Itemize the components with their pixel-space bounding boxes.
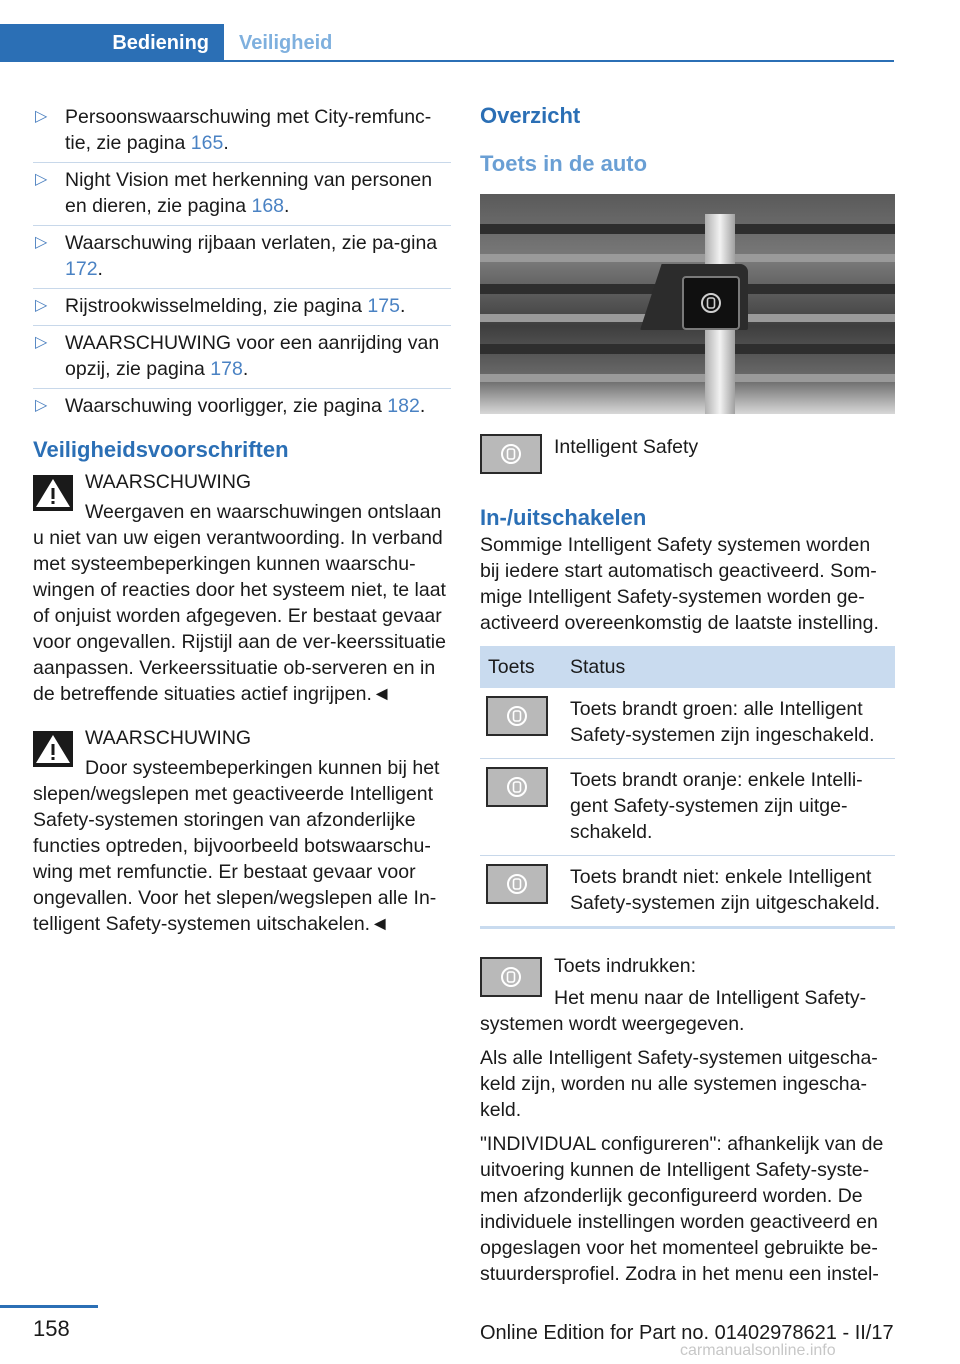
key-heading: Toets in de auto (480, 151, 648, 176)
page-link[interactable]: 182 (387, 395, 420, 417)
overview-heading: Overzicht (480, 103, 581, 128)
warning-first-line: Weergaven en waarschuwingen ontslaan (85, 501, 442, 523)
grille-button-photo (480, 194, 895, 414)
feature-list (33, 100, 451, 425)
safety-button-icon (486, 864, 548, 904)
list-item: ▷ Waarschuwing voorligger, zie pagina 182. (35, 395, 426, 417)
intelligent-safety-icon (700, 292, 722, 314)
press-instruction (480, 953, 895, 1037)
page-link[interactable]: 175 (367, 295, 400, 317)
icon-legend-row (480, 434, 895, 474)
triangle-bullet-icon: ▷ (35, 234, 48, 251)
footer-divider (0, 1305, 98, 1308)
warning-block (33, 725, 451, 937)
triangle-bullet-icon: ▷ (35, 334, 48, 351)
list-item: ▷ WAARSCHUWING voor een aanrijding van opzij, zie pagina 178. (33, 326, 451, 389)
left-column (33, 100, 451, 937)
list-item: ▷ Persoonswaarschuwing met City-remfunc-tie, zie pagina 165. (33, 100, 451, 163)
page-number: 158 (33, 1316, 70, 1341)
warning-body: slepen/wegslepen met geactiveerde Intelligent Safety-systemen storingen van afzonderlijke functies optreden, bijvoorbeeld botswaarschu-wing met remfunctie. Er bestaat gevaar voor ongevallen. Voor het slepen/wegslepen alle In-telligent Safety-systemen uitschakelen.◄ (33, 783, 437, 935)
page-link[interactable]: 168 (251, 195, 285, 217)
safety-heading: Veiligheidsvoorschriften (33, 437, 289, 462)
warning-triangle-icon (33, 731, 73, 767)
icon-label: Intelligent Safety (554, 436, 699, 458)
warning-title: WAARSCHUWING (85, 727, 252, 749)
page-link[interactable]: 172 (65, 258, 98, 280)
watermark: carmanualsonline.info (680, 1342, 836, 1359)
switch-heading: In-/uitschakelen (480, 505, 647, 530)
triangle-bullet-icon: ▷ (35, 297, 48, 314)
triangle-bullet-icon: ▷ (35, 108, 48, 125)
paragraph: Als alle Intelligent Safety-systemen uitgescha-keld zijn, worden nu alle systemen ingescha-keld. (480, 1047, 878, 1121)
warning-block (33, 469, 451, 707)
intelligent-safety-button-icon (480, 434, 542, 474)
warning-triangle-icon (33, 475, 73, 511)
paragraph: "INDIVIDUAL configureren": afhankelijk van de uitvoering kunnen de Intelligent Safety-syste-men afzonderlijk geconfigureerd worden. De individuele instellingen worden geactiveerd en opgeslagen voor het momenteel gebruikte be-stuurdersprofiel. Zodra in het menu een instel- (480, 1133, 884, 1285)
warning-body: u niet van uw eigen verantwoording. In verband met systeembeperkingen kunnen waarschu-wingen of reacties door het systeem niet, te laat of onjuist worden afgegeven. Er bestaat gevaar voor ongevallen. Rijstijl aan de ver-keerssituatie aanpassen. Verkeerssituatie ob-serveren en in de betreffende situaties actief ingrijpen.◄ (33, 527, 446, 705)
list-item: ▷ Waarschuwing rijbaan verlaten, zie pa-gina 172. (33, 226, 451, 289)
warning-first-line: Door systeembeperkingen kunnen bij het (85, 757, 440, 779)
table-header-status: Status (562, 646, 895, 688)
edition-note: Online Edition for Part no. 01402978621 - II/17 (480, 1322, 894, 1344)
tab-veiligheid[interactable]: Veiligheid (239, 31, 333, 54)
tab-bediening[interactable]: Bediening (0, 24, 224, 61)
header-divider (0, 60, 894, 62)
safety-button-icon (480, 957, 542, 997)
page-link[interactable]: 178 (210, 358, 243, 380)
press-first-line: Het menu naar de Intelligent Safety- (554, 987, 867, 1009)
page-header (0, 0, 894, 62)
warning-title: WAARSCHUWING (85, 471, 252, 493)
safety-button-icon (486, 696, 548, 736)
table-row (480, 688, 895, 759)
list-item: ▷ Night Vision met herkenning van personen en dieren, zie pagina 168. (33, 163, 451, 226)
press-title: Toets indrukken: (554, 955, 696, 977)
switch-text: Sommige Intelligent Safety systemen worden bij iedere start automatisch geactiveerd. Som-mige Intelligent Safety-systemen worden ge-activeerd overeenkomstig de laatste instelling. (480, 534, 879, 634)
list-item: ▷ Rijstrookwisselmelding, zie pagina 175. (33, 289, 451, 326)
triangle-bullet-icon: ▷ (35, 171, 48, 188)
table-header-toets: Toets (480, 646, 562, 688)
page-link[interactable]: 165 (190, 132, 224, 154)
triangle-bullet-icon: ▷ (35, 397, 48, 414)
status-text: Toets brandt niet: enkele Intelligent Safety-systemen zijn uitgeschakeld. (562, 856, 895, 928)
table-row (480, 759, 895, 856)
status-table (480, 646, 895, 929)
press-rest: systemen wordt weergegeven. (480, 1013, 745, 1035)
right-column (480, 100, 895, 1287)
table-row (480, 856, 895, 928)
safety-button (682, 276, 740, 330)
status-text: Toets brandt groen: alle Intelligent Safety-systemen zijn ingeschakeld. (562, 688, 895, 759)
status-text: Toets brandt oranje: enkele Intelli-gent Safety-systemen zijn uitge-schakeld. (562, 759, 895, 856)
safety-button-icon (486, 767, 548, 807)
